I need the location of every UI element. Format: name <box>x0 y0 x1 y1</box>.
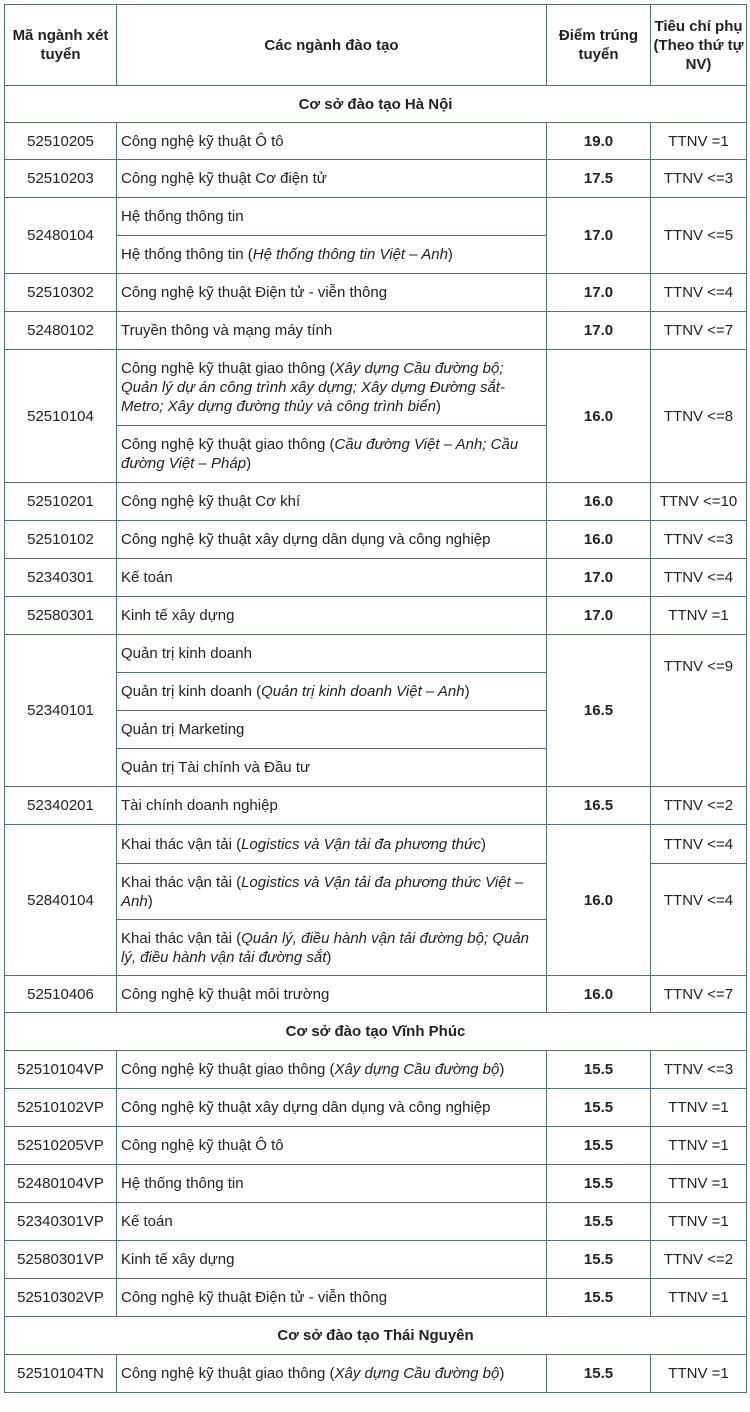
row-program: Công nghệ kỹ thuật Cơ điện tử <box>117 160 547 198</box>
row-code: 52480104 <box>5 198 117 274</box>
row-score: 16.0 <box>547 350 651 483</box>
row-code: 52510203 <box>5 160 117 198</box>
program-detail: Logistics và Vận tải đa phương thức Việt – Anh <box>121 873 524 910</box>
table-row <box>5 521 747 559</box>
row-criteria: TTNV <=10 <box>651 483 747 521</box>
program-detail: Hệ thống thông tin Việt – Anh <box>252 246 448 263</box>
row-score: 15.5 <box>547 1127 651 1165</box>
section-row <box>5 86 747 123</box>
row-code: 52840104 <box>5 825 117 976</box>
row-program: Công nghệ kỹ thuật xây dựng dân dụng và công nghiệp <box>117 1089 547 1127</box>
program-text: Hệ thống thông tin ( <box>121 246 253 263</box>
row-criteria: TTNV <=7 <box>651 312 747 350</box>
table-row <box>5 160 747 198</box>
row-score: 15.5 <box>547 1203 651 1241</box>
row-code: 52340301VP <box>5 1203 117 1241</box>
table-row <box>5 787 747 825</box>
admission-scores-table <box>4 4 747 1393</box>
row-program: Kinh tế xây dựng <box>117 1241 547 1279</box>
program-detail: Cầu đường Việt – Anh; Cầu đường Việt – Pháp <box>121 436 519 472</box>
row-code: 52510302 <box>5 274 117 312</box>
table-row <box>5 1279 747 1317</box>
row-code: 52580301 <box>5 597 117 635</box>
row-score: 15.5 <box>547 1279 651 1317</box>
row-criteria: TTNV <=3 <box>651 1051 747 1089</box>
header-code: Mã ngành xét tuyển <box>5 5 117 86</box>
row-score: 16.0 <box>547 483 651 521</box>
table-row <box>5 274 747 312</box>
row-program: Công nghệ kỹ thuật môi trường <box>117 976 547 1013</box>
row-score: 16.5 <box>547 787 651 825</box>
row-score: 16.0 <box>547 521 651 559</box>
row-criteria: TTNV <=5 <box>651 198 747 274</box>
row-program: Quản trị kinh doanh <box>117 635 547 673</box>
row-program: Công nghệ kỹ thuật Điện tử - viễn thông <box>117 274 547 312</box>
program-detail: Xây dựng Cầu đường bộ; Quản lý dự án công trình xây dựng; Xây dựng Đường sắt-Metro; Xây dựng đường thủy và công trình biển <box>121 360 505 415</box>
program-text-end: ) <box>480 835 486 853</box>
program-text-end: ) <box>464 683 470 700</box>
row-score: 17.5 <box>547 160 651 198</box>
row-code: 52340201 <box>5 787 117 825</box>
row-code: 52340101 <box>5 635 117 787</box>
row-score: 19.0 <box>547 123 651 160</box>
row-score: 15.5 <box>547 1089 651 1127</box>
section-row <box>5 1317 747 1355</box>
row-code: 52510102 <box>5 521 117 559</box>
table-row <box>5 1089 747 1127</box>
header-criteria: Tiêu chí phụ (Theo thứ tự NV) <box>651 5 747 86</box>
row-criteria: TTNV =1 <box>651 1203 747 1241</box>
row-program: Hệ thống thông tin <box>117 1165 547 1203</box>
row-criteria: TTNV <=3 <box>651 160 747 198</box>
table-row <box>5 559 747 597</box>
program-detail: Quản trị kinh doanh Việt – Anh <box>261 683 465 700</box>
program-text: Quản trị kinh doanh ( <box>121 683 262 700</box>
row-criteria: TTNV <=8 <box>651 350 747 483</box>
row-score: 16.0 <box>547 976 651 1013</box>
program-text-end: ) <box>499 1061 505 1078</box>
table-row <box>5 123 747 160</box>
row-program <box>117 426 547 483</box>
header-row <box>5 5 747 86</box>
program-text: Công nghệ kỹ thuật giao thông ( <box>121 360 335 377</box>
table-row <box>5 825 747 864</box>
row-code: 52480102 <box>5 312 117 350</box>
program-text-end: ) <box>435 398 441 415</box>
program-text-end: ) <box>246 455 252 472</box>
table-row <box>5 976 747 1013</box>
table-row <box>5 1127 747 1165</box>
row-program: Quản trị Marketing <box>117 711 547 749</box>
row-program: Công nghệ kỹ thuật Cơ khí <box>117 483 547 521</box>
row-code: 52510302VP <box>5 1279 117 1317</box>
row-program: Truyền thông và mạng máy tính <box>117 312 547 350</box>
row-criteria: TTNV =1 <box>651 1127 747 1165</box>
row-criteria: TTNV <=4 <box>651 274 747 312</box>
row-score: 17.0 <box>547 312 651 350</box>
program-text: Khai thác vận tải ( <box>121 835 242 853</box>
row-program <box>117 350 547 426</box>
row-criteria: TTNV <=7 <box>651 976 747 1013</box>
row-code: 52510104TN <box>5 1355 117 1393</box>
row-score: 17.0 <box>547 274 651 312</box>
row-program: Công nghệ kỹ thuật xây dựng dân dụng và công nghiệp <box>117 521 547 559</box>
row-criteria: TTNV =1 <box>651 597 747 635</box>
row-score: 17.0 <box>547 198 651 274</box>
row-score: 16.0 <box>547 825 651 976</box>
row-score: 17.0 <box>547 559 651 597</box>
row-code: 52510205 <box>5 123 117 160</box>
row-program <box>117 825 547 864</box>
program-text: Công nghệ kỹ thuật giao thông ( <box>121 1365 335 1382</box>
program-text-end: ) <box>447 246 453 263</box>
row-score: 15.5 <box>547 1355 651 1393</box>
row-program <box>117 236 547 274</box>
table-row <box>5 350 747 426</box>
row-code: 52510205VP <box>5 1127 117 1165</box>
program-text: Khai thác vận tải ( <box>121 929 242 947</box>
program-text-end: ) <box>147 892 153 910</box>
row-code: 52480104VP <box>5 1165 117 1203</box>
row-criteria: TTNV =1 <box>651 123 747 160</box>
row-score: 17.0 <box>547 597 651 635</box>
row-criteria: TTNV <=2 <box>651 787 747 825</box>
section-thainguyen: Cơ sở đào tạo Thái Nguyên <box>5 1317 747 1355</box>
row-code: 52580301VP <box>5 1241 117 1279</box>
row-criteria: TTNV <=9 <box>651 635 747 787</box>
table-row <box>5 1241 747 1279</box>
row-program: Công nghệ kỹ thuật Ô tô <box>117 123 547 160</box>
row-criteria: TTNV <=4 <box>651 559 747 597</box>
table-row <box>5 597 747 635</box>
row-score: 15.5 <box>547 1241 651 1279</box>
table-row <box>5 198 747 236</box>
row-program <box>117 673 547 711</box>
row-code: 52510104VP <box>5 1051 117 1089</box>
row-score: 15.5 <box>547 1165 651 1203</box>
row-criteria: TTNV <=4 <box>651 864 747 976</box>
program-text: Công nghệ kỹ thuật giao thông ( <box>121 436 335 453</box>
table-row <box>5 1355 747 1393</box>
row-code: 52510104 <box>5 350 117 483</box>
header-program: Các ngành đào tạo <box>117 5 547 86</box>
table-row <box>5 1165 747 1203</box>
program-text-end: ) <box>499 1365 505 1382</box>
program-text: Công nghệ kỹ thuật giao thông ( <box>121 1061 335 1078</box>
row-criteria: TTNV =1 <box>651 1165 747 1203</box>
row-program: Công nghệ kỹ thuật Ô tô <box>117 1127 547 1165</box>
row-program <box>117 1355 547 1393</box>
row-criteria: TTNV <=3 <box>651 521 747 559</box>
row-program: Kế toán <box>117 559 547 597</box>
table-row <box>5 312 747 350</box>
row-criteria: TTNV =1 <box>651 1279 747 1317</box>
row-program <box>117 920 547 976</box>
program-text: Khai thác vận tải ( <box>121 873 242 891</box>
header-score: Điểm trúng tuyển <box>547 5 651 86</box>
program-text-end: ) <box>326 948 332 966</box>
program-detail: Quản lý, điều hành vận tải đường bộ; Quản lý, điều hành vận tải đường sắt <box>121 929 530 966</box>
row-criteria: TTNV <=2 <box>651 1241 747 1279</box>
row-program: Kinh tế xây dựng <box>117 597 547 635</box>
row-criteria: TTNV <=4 <box>651 825 747 864</box>
row-program <box>117 1051 547 1089</box>
row-program: Công nghệ kỹ thuật Điện tử - viễn thông <box>117 1279 547 1317</box>
row-program <box>117 864 547 920</box>
table-row <box>5 1051 747 1089</box>
row-score: 15.5 <box>547 1051 651 1089</box>
table-row <box>5 635 747 673</box>
row-program: Kế toán <box>117 1203 547 1241</box>
table-row <box>5 483 747 521</box>
row-code: 52340301 <box>5 559 117 597</box>
row-criteria: TTNV =1 <box>651 1089 747 1127</box>
row-score: 16.5 <box>547 635 651 787</box>
program-detail: Logistics và Vận tải đa phương thức <box>241 835 481 853</box>
table-row <box>5 1203 747 1241</box>
section-hanoi: Cơ sở đào tạo Hà Nội <box>5 86 747 123</box>
row-code: 52510406 <box>5 976 117 1013</box>
row-program: Hệ thống thông tin <box>117 198 547 236</box>
section-vinhphuc: Cơ sở đào tạo Vĩnh Phúc <box>5 1013 747 1051</box>
row-code: 52510102VP <box>5 1089 117 1127</box>
row-program: Tài chính doanh nghiệp <box>117 787 547 825</box>
row-code: 52510201 <box>5 483 117 521</box>
program-detail: Xây dựng Cầu đường bộ <box>334 1061 500 1078</box>
row-program: Quản trị Tài chính và Đầu tư <box>117 749 547 787</box>
program-detail: Xây dựng Cầu đường bộ <box>334 1365 500 1382</box>
row-criteria: TTNV =1 <box>651 1355 747 1393</box>
section-row <box>5 1013 747 1051</box>
